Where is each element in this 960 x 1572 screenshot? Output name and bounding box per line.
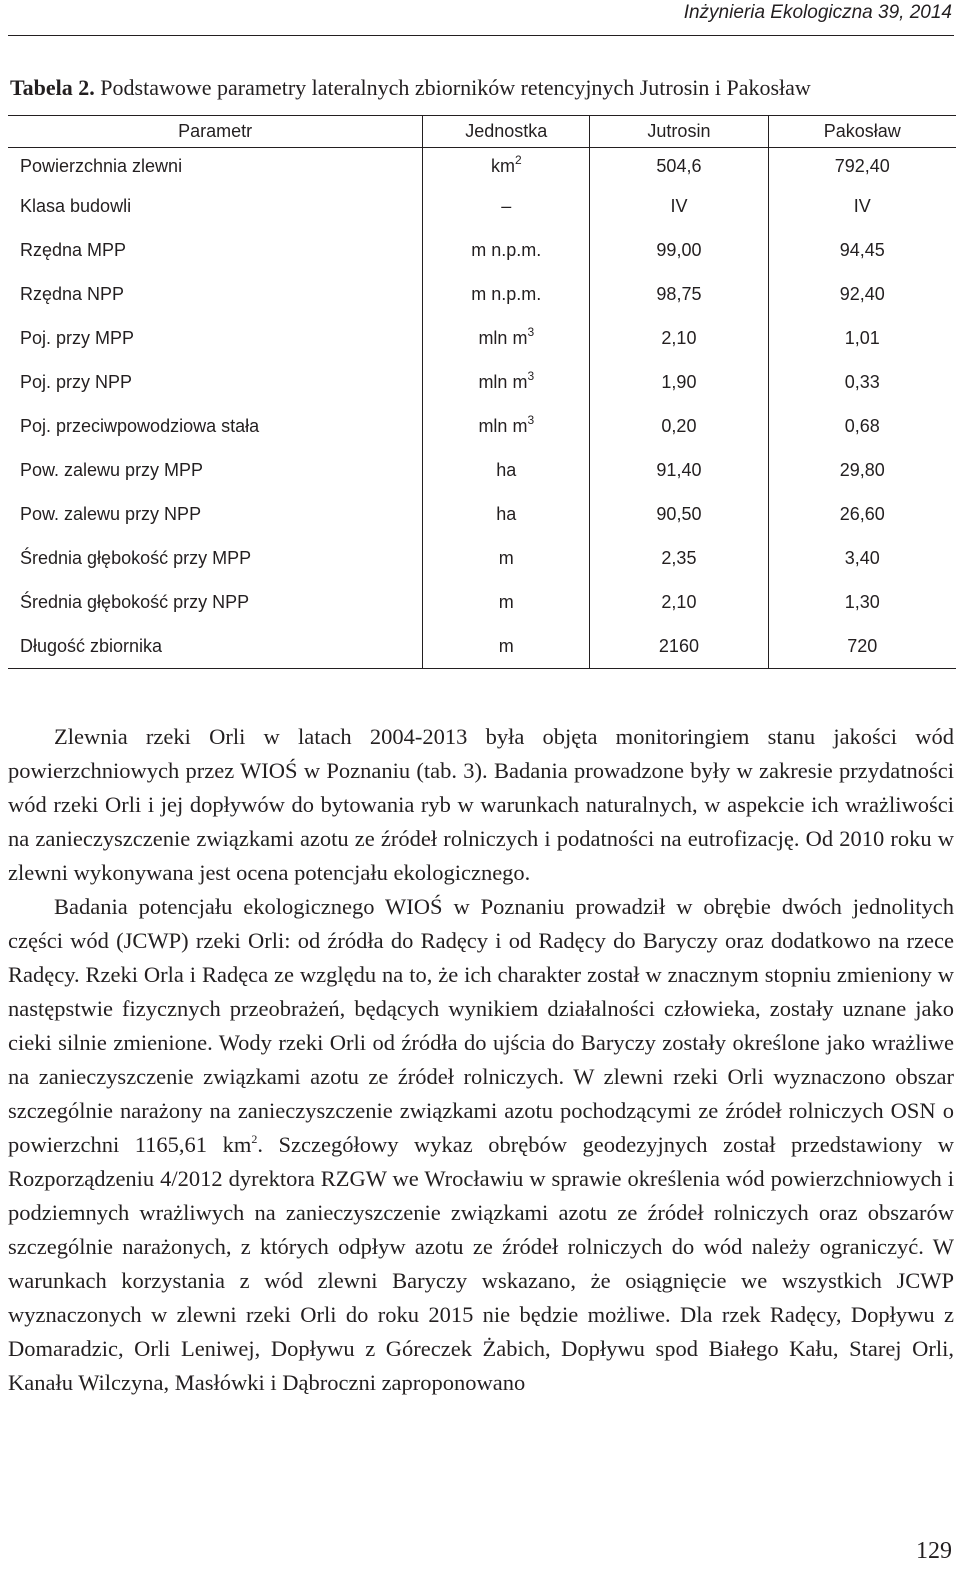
cell-jednostka-text: mln m	[478, 415, 528, 436]
cell-parametr-text: Rzędna NPP	[20, 283, 125, 304]
cell-jednostka	[423, 316, 590, 360]
cell-pakoslaw	[768, 404, 956, 448]
paragraph-2-superscript: 2	[251, 1131, 258, 1146]
header-parametr: Parametr	[8, 116, 423, 148]
page-number: 129	[916, 1538, 952, 1564]
cell-jednostka-text: m	[498, 547, 514, 568]
unit-superscript: 3	[527, 324, 535, 339]
table-caption-label: Tabela 2.	[10, 75, 95, 100]
cell-pakoslaw	[768, 228, 956, 272]
cell-jutrosin-text: 2,10	[661, 327, 697, 348]
cell-jednostka	[423, 536, 590, 580]
unit-superscript: 3	[527, 368, 535, 383]
cell-jednostka-text: ha	[496, 459, 517, 480]
cell-parametr-text: Poj. przy MPP	[20, 327, 135, 348]
cell-jednostka-text: m n.p.m.	[471, 283, 542, 304]
table-row	[8, 492, 956, 536]
cell-pakoslaw	[768, 448, 956, 492]
header-jednostka: Jednostka	[423, 116, 590, 148]
cell-pakoslaw-text: 1,01	[844, 327, 880, 348]
cell-pakoslaw	[768, 536, 956, 580]
cell-jutrosin-text: 0,20	[661, 415, 697, 436]
cell-jednostka	[423, 448, 590, 492]
table-body	[8, 148, 956, 669]
cell-jednostka	[423, 492, 590, 536]
cell-parametr	[8, 404, 423, 448]
table-row	[8, 404, 956, 448]
cell-pakoslaw-text: 92,40	[839, 283, 885, 304]
cell-jutrosin-text: 99,00	[656, 239, 702, 260]
cell-jutrosin	[590, 492, 768, 536]
cell-parametr	[8, 492, 423, 536]
paragraph-2-part-a: Badania potencjału ekologicznego WIOŚ w Poznaniu prowadził w obrębie dwóch jednolitych części wód (JCWP) rzeki Orli: od źródła do Radęcy i od Radęcy do Baryczy oraz dodatkowo na rzece Radęcy. Rzeki Orla i Radęca ze względu na to, że ich charakter został w znacznym stopniu zmieniony w następstwie fizycznych przeobrażeń, będących wynikiem działalności człowieka, zostały uznane jako cieki silnie zmienione. Wody rzeki Orli od źródła do ujścia do Baryczy zostały określone jako wrażliwe na zanieczyszczenie związkami azotu ze źródeł rolniczych. W zlewni rzeki Orli wyznaczono obszar szczególnie narażony na zanieczyszczenie związkami azotu pochodzącymi ze źródeł rolniczych OSN o powierzchni 1165,61 km	[8, 894, 954, 1157]
cell-pakoslaw	[768, 184, 956, 228]
header-pakoslaw: Pakosław	[768, 116, 956, 148]
table-header-row	[8, 116, 956, 148]
cell-jednostka	[423, 580, 590, 624]
cell-parametr-text: Klasa budowli	[20, 195, 132, 216]
cell-pakoslaw	[768, 360, 956, 404]
cell-jutrosin-text: 2160	[658, 635, 699, 656]
cell-pakoslaw-text: 26,60	[839, 503, 885, 524]
cell-jednostka	[423, 272, 590, 316]
unit-superscript: 2	[514, 152, 522, 167]
cell-jednostka	[423, 624, 590, 669]
table-row	[8, 184, 956, 228]
cell-pakoslaw	[768, 624, 956, 669]
cell-parametr-text: Średnia głębokość przy NPP	[20, 591, 250, 612]
cell-jutrosin-text: 90,50	[656, 503, 702, 524]
paragraph-1: Zlewnia rzeki Orli w latach 2004-2013 była objęta monitoringiem stanu jakości wód powierzchniowych przez WIOŚ w Poznaniu (tab. 3). Badania prowadzone były w zakresie przydatności wód rzeki Orli i jej dopływów do bytowania ryb w warunkach naturalnych, w aspekcie ich wrażliwości na zanieczyszczenie związkami azotu ze źródeł rolniczych i podatności na eutrofizację. Od 2010 roku w zlewni wykonywana jest ocena potencjału ekologicznego.	[8, 724, 954, 885]
cell-jednostka	[423, 404, 590, 448]
cell-jutrosin	[590, 228, 768, 272]
table-caption	[10, 70, 956, 106]
cell-jutrosin-text: 98,75	[656, 283, 702, 304]
cell-pakoslaw-text: 29,80	[839, 459, 885, 480]
cell-jutrosin-text: 2,35	[661, 547, 697, 568]
cell-parametr	[8, 316, 423, 360]
body-text	[8, 720, 954, 1400]
cell-parametr	[8, 536, 423, 580]
cell-pakoslaw	[768, 316, 956, 360]
cell-pakoslaw-text: 3,40	[844, 547, 880, 568]
cell-jutrosin-text: 504,6	[656, 155, 702, 176]
table-caption-text: Podstawowe parametry lateralnych zbiorników retencyjnych Jutrosin i Pakosław	[94, 75, 811, 100]
header-rule	[8, 35, 954, 36]
paragraph-2	[8, 890, 954, 1400]
cell-jutrosin-text: 1,90	[661, 371, 697, 392]
cell-jednostka-text: mln m	[478, 371, 528, 392]
cell-jednostka-text: km	[490, 155, 515, 176]
cell-jutrosin	[590, 148, 768, 185]
table-row	[8, 360, 956, 404]
cell-jutrosin	[590, 404, 768, 448]
cell-jutrosin	[590, 580, 768, 624]
cell-jednostka-text: ha	[496, 503, 517, 524]
cell-parametr-text: Rzędna MPP	[20, 239, 127, 260]
table-row	[8, 536, 956, 580]
table-row	[8, 316, 956, 360]
table-row	[8, 148, 956, 185]
cell-pakoslaw	[768, 272, 956, 316]
cell-pakoslaw-text: 0,68	[844, 415, 880, 436]
journal-header: Inżynieria Ekologiczna 39, 2014	[683, 2, 952, 23]
cell-pakoslaw-text: 792,40	[834, 155, 890, 176]
cell-jutrosin	[590, 184, 768, 228]
cell-pakoslaw-text: 94,45	[839, 239, 885, 260]
cell-jutrosin	[590, 316, 768, 360]
cell-pakoslaw-text: 0,33	[844, 371, 880, 392]
cell-parametr-text: Pow. zalewu przy MPP	[20, 459, 204, 480]
cell-parametr	[8, 448, 423, 492]
cell-parametr-text: Powierzchnia zlewni	[20, 155, 183, 176]
cell-jednostka	[423, 360, 590, 404]
table-row	[8, 448, 956, 492]
paragraph-2-part-b: . Szczegółowy wykaz obrębów geodezyjnych został przedstawiony w Rozporządzeniu 4/2012 dyrektora RZGW we Wrocławiu w sprawie określenia wód powierzchniowych i podziemnych wrażliwych na zanieczyszczenie związkami azotu ze źródeł rolniczych oraz obszarów szczególnie narażonych, z których odpływ azotu ze źródeł rolniczych do wód należy ograniczyć. W warunkach korzystania z wód zlewni Baryczy wskazano, że osiągnięcie we wszystkich JCWP wyznaczonych w zlewni rzeki Orli do roku 2015 nie będzie możliwe. Dla rzek Radęcy, Dopływu z Domaradzic, Orli Leniwej, Dopływu z Góreczek Żabich, Dopływu spod Białego Kału, Starej Orli, Kanału Wilczyna, Masłówki i Dąbroczni zaproponowano	[8, 1132, 954, 1395]
cell-jednostka	[423, 148, 590, 185]
cell-jednostka-text: mln m	[478, 327, 528, 348]
cell-jutrosin-text: IV	[670, 195, 688, 216]
cell-jutrosin-text: 2,10	[661, 591, 697, 612]
cell-parametr-text: Długość zbiornika	[20, 635, 163, 656]
cell-jutrosin	[590, 536, 768, 580]
cell-jutrosin-text: 91,40	[656, 459, 702, 480]
cell-jutrosin	[590, 448, 768, 492]
cell-parametr	[8, 148, 423, 185]
cell-pakoslaw-text: IV	[853, 195, 871, 216]
cell-jutrosin	[590, 624, 768, 669]
table-row	[8, 228, 956, 272]
cell-jutrosin	[590, 272, 768, 316]
cell-parametr	[8, 228, 423, 272]
cell-pakoslaw-text: 1,30	[844, 591, 880, 612]
cell-parametr	[8, 580, 423, 624]
cell-jednostka-text: –	[501, 195, 512, 216]
cell-parametr-text: Poj. przeciwpowodziowa stała	[20, 415, 260, 436]
table-row	[8, 624, 956, 669]
cell-parametr	[8, 360, 423, 404]
cell-pakoslaw	[768, 148, 956, 185]
cell-jutrosin	[590, 360, 768, 404]
cell-parametr-text: Poj. przy NPP	[20, 371, 133, 392]
table-row	[8, 272, 956, 316]
cell-parametr	[8, 272, 423, 316]
cell-pakoslaw-text: 720	[847, 635, 878, 656]
cell-parametr-text: Pow. zalewu przy NPP	[20, 503, 202, 524]
parameters-table	[8, 115, 956, 669]
cell-jednostka-text: m	[498, 635, 514, 656]
header-jutrosin: Jutrosin	[590, 116, 768, 148]
cell-jednostka	[423, 228, 590, 272]
cell-jednostka-text: m	[498, 591, 514, 612]
cell-pakoslaw	[768, 580, 956, 624]
unit-superscript: 3	[527, 412, 535, 427]
table-row	[8, 580, 956, 624]
cell-parametr-text: Średnia głębokość przy MPP	[20, 547, 252, 568]
cell-parametr	[8, 184, 423, 228]
cell-jednostka-text: m n.p.m.	[471, 239, 542, 260]
cell-jednostka	[423, 184, 590, 228]
cell-pakoslaw	[768, 492, 956, 536]
cell-parametr	[8, 624, 423, 669]
